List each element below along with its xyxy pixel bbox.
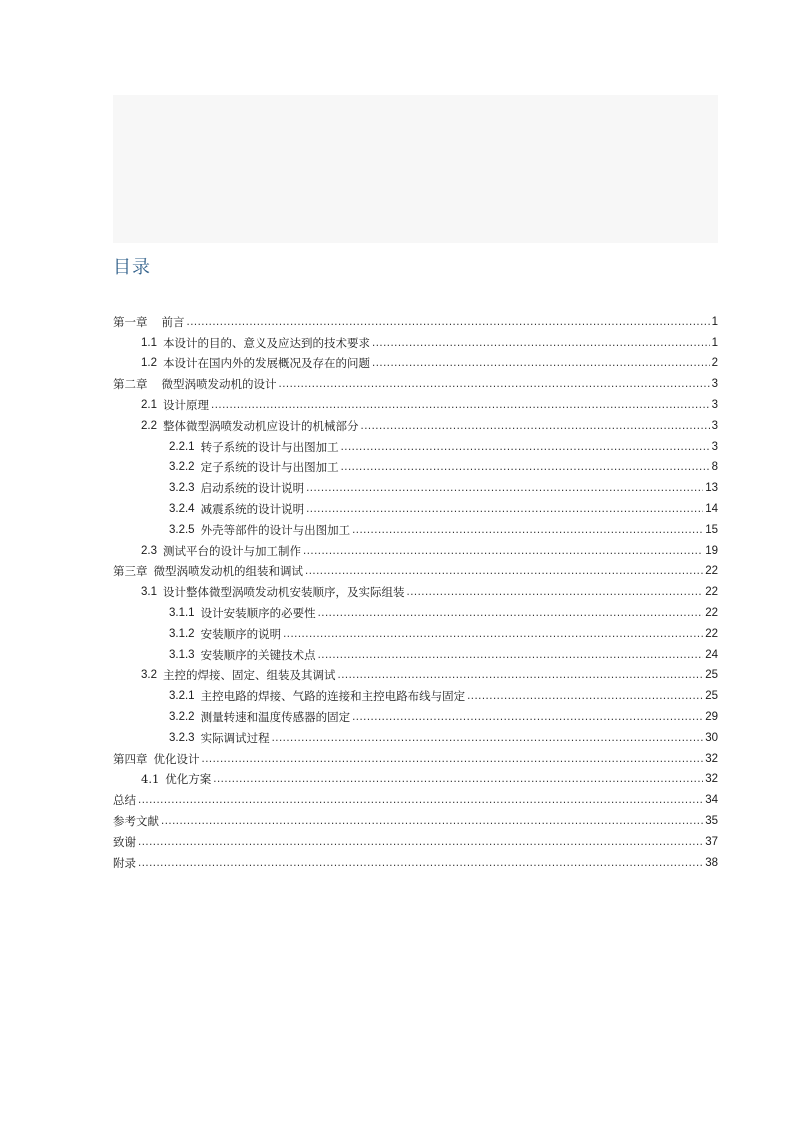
toc-leader-dots	[372, 336, 710, 350]
toc-leader-dots	[211, 398, 710, 412]
toc-leader-dots	[161, 814, 703, 828]
toc-entry-number: 3.1.1	[169, 606, 195, 619]
toc-entry-number: 第二章	[113, 377, 148, 392]
toc-entry-page: 2	[711, 357, 718, 370]
toc-entry-label: 外壳等部件的设计与出图加工	[200, 522, 351, 537]
toc-leader-dots	[372, 356, 710, 370]
toc-entry-page: 3	[711, 419, 718, 432]
toc-entry-number: 3.2.2	[169, 710, 195, 723]
toc-entry-subsection[interactable]	[113, 454, 718, 475]
toc-entry-number: 第四章	[113, 751, 148, 766]
toc-entry-section[interactable]	[113, 662, 718, 683]
toc-leader-dots	[272, 731, 704, 745]
toc-entry-label: 实际调试过程	[200, 730, 270, 745]
toc-leader-dots	[303, 544, 703, 558]
toc-entry-page: 22	[705, 565, 718, 578]
toc-leader-dots	[283, 627, 703, 641]
toc-entry-page: 34	[705, 794, 718, 807]
toc-leader-dots	[341, 460, 710, 474]
toc-entry-number: 第三章	[113, 564, 148, 579]
toc-entry-section[interactable]	[113, 766, 718, 787]
toc-entry-number: 4.1	[141, 772, 160, 787]
toc-leader-dots	[305, 564, 703, 578]
toc-entry-summary[interactable]	[113, 786, 718, 807]
toc-entry-number: 3.2.5	[169, 523, 195, 536]
toc-entry-number: 1.1	[141, 336, 157, 349]
toc-entry-label: 前言	[161, 314, 185, 329]
toc-entry-section[interactable]	[113, 391, 718, 412]
toc-entry-number: 3.2.1	[169, 690, 195, 703]
toc-entry-number: 3.1.2	[169, 627, 195, 640]
toc-entry-page: 32	[705, 752, 718, 765]
toc-entry-section[interactable]	[113, 537, 718, 558]
toc-leader-dots	[407, 585, 704, 599]
toc-entry-appendix[interactable]	[113, 849, 718, 870]
toc-entry-label: 转子系统的设计与出图加工	[200, 439, 339, 454]
toc-entry-subsection[interactable]	[113, 724, 718, 745]
toc-leader-dots	[306, 502, 703, 516]
toc-entry-page: 37	[705, 835, 718, 848]
toc-entry-page: 29	[705, 710, 718, 723]
toc-leader-dots	[279, 377, 710, 391]
toc-entry-label: 本设计在国内外的发展概况及存在的问题	[163, 356, 370, 371]
toc-entry-page: 38	[705, 856, 718, 869]
toc-entry-page: 3	[711, 398, 718, 411]
toc-entry-label: 优化方案	[165, 772, 212, 787]
toc-entry-page: 1	[711, 315, 718, 328]
toc-entry-number: 3.2	[141, 669, 157, 682]
toc-entry-label: 参考文献	[113, 813, 159, 828]
toc-entry-number: 3.1	[141, 586, 157, 599]
toc-entry-label: 测试平台的设计与加工制作	[163, 543, 301, 558]
toc-entry-chapter-4[interactable]	[113, 745, 718, 766]
toc-entry-subsection[interactable]	[113, 641, 718, 662]
toc-leader-dots	[341, 440, 710, 454]
toc-leader-dots	[306, 481, 703, 495]
toc-leader-dots	[202, 752, 704, 766]
toc-entry-chapter-2[interactable]	[113, 370, 718, 391]
toc-entry-label: 定子系统的设计与出图加工	[200, 460, 339, 475]
toc-entry-label: 微型涡喷发动机的组装和调试	[153, 564, 303, 579]
toc-leader-dots	[352, 523, 703, 537]
toc-entry-number: 3.2.3	[169, 482, 195, 495]
toc-leader-dots	[361, 419, 710, 433]
toc-entry-page: 22	[705, 606, 718, 619]
toc-entry-page: 24	[705, 648, 718, 661]
toc-entry-page: 14	[705, 502, 718, 515]
toc-entry-label: 安装顺序的关键技术点	[200, 647, 316, 662]
toc-entry-page: 15	[705, 523, 718, 536]
toc-entry-page: 30	[705, 731, 718, 744]
toc-entry-subsection[interactable]	[113, 682, 718, 703]
toc-entry-section[interactable]	[113, 578, 718, 599]
toc-entry-label: 致谢	[113, 834, 136, 849]
toc-leader-dots	[318, 648, 704, 662]
toc-entry-number: 2.2.1	[169, 440, 195, 453]
toc-entry-page: 25	[705, 669, 718, 682]
toc-entry-label: 设计整体微型涡喷发动机安装顺序，及实际组装	[163, 585, 405, 600]
toc-entry-number: 3.2.3	[169, 731, 195, 744]
toc-entry-section[interactable]	[113, 329, 718, 350]
toc-entry-page: 35	[705, 814, 718, 827]
toc-entry-page: 8	[711, 461, 718, 474]
toc-entry-label: 安装顺序的说明	[200, 626, 282, 641]
toc-leader-dots	[318, 606, 704, 620]
toc-entry-chapter-3[interactable]	[113, 558, 718, 579]
toc-entry-subsection[interactable]	[113, 599, 718, 620]
toc-leader-dots	[213, 772, 703, 786]
toc-entry-number: 2.1	[141, 398, 157, 411]
toc-leader-dots	[338, 668, 704, 682]
toc-entry-number: 第一章	[113, 314, 148, 329]
toc-entry-page: 22	[705, 586, 718, 599]
toc-entry-number: 2.3	[141, 544, 157, 557]
toc-entry-chapter-1[interactable]	[113, 308, 718, 329]
toc-entry-number: 3.1.3	[169, 648, 195, 661]
toc-entry-page: 19	[705, 544, 718, 557]
toc-entry-label: 本设计的目的、意义及应达到的技术要求	[163, 335, 370, 350]
toc-leader-dots	[187, 315, 710, 329]
toc-entry-label: 主控的焊接、固定、组装及其调试	[163, 668, 336, 683]
toc-entry-section[interactable]	[113, 350, 718, 371]
toc-entry-label: 设计安装顺序的必要性	[200, 605, 316, 620]
toc-entry-page: 1	[711, 336, 718, 349]
toc-entry-label: 启动系统的设计说明	[200, 481, 305, 496]
toc-entry-acknowledgements[interactable]	[113, 828, 718, 849]
toc-entry-number: 3.2.2	[169, 461, 195, 474]
toc-entry-page: 3	[711, 440, 718, 453]
toc-entry-subsection[interactable]	[113, 703, 718, 724]
toc-entry-label: 测量转速和温度传感器的固定	[200, 709, 351, 724]
toc-entry-page: 22	[705, 627, 718, 640]
toc-entry-label: 减震系统的设计说明	[200, 501, 305, 516]
toc-entry-label: 附录	[113, 855, 136, 870]
header-placeholder-band	[113, 95, 718, 243]
toc-entry-page: 25	[705, 690, 718, 703]
toc-entry-number: 2.2	[141, 419, 157, 432]
toc-entry-references[interactable]	[113, 807, 718, 828]
toc-entry-section[interactable]	[113, 412, 718, 433]
toc-entry-subsection[interactable]	[113, 474, 718, 495]
toc-leader-dots	[352, 710, 703, 724]
toc-entry-subsection[interactable]	[113, 433, 718, 454]
toc-leader-dots	[138, 835, 703, 849]
toc-entry-page: 3	[711, 378, 718, 391]
table-of-contents	[113, 308, 718, 870]
toc-entry-subsection[interactable]	[113, 516, 718, 537]
toc-entry-page: 13	[705, 482, 718, 495]
toc-entry-page: 32	[705, 773, 718, 786]
toc-entry-label: 总结	[113, 793, 136, 808]
toc-entry-label: 主控电路的焊接、气路的连接和主控电路布线与固定	[200, 689, 466, 704]
toc-entry-subsection[interactable]	[113, 495, 718, 516]
toc-entry-label: 优化设计	[153, 751, 200, 766]
toc-entry-label: 整体微型涡喷发动机应设计的机械部分	[163, 418, 359, 433]
toc-leader-dots	[467, 689, 703, 703]
toc-leader-dots	[138, 856, 703, 870]
toc-entry-label: 设计原理	[163, 397, 209, 412]
toc-entry-number: 1.2	[141, 357, 157, 370]
toc-entry-label: 微型涡喷发动机的设计	[161, 377, 277, 392]
toc-leader-dots	[138, 793, 703, 807]
toc-entry-subsection[interactable]	[113, 620, 718, 641]
toc-entry-number: 3.2.4	[169, 502, 195, 515]
toc-title: 目录	[113, 257, 151, 278]
